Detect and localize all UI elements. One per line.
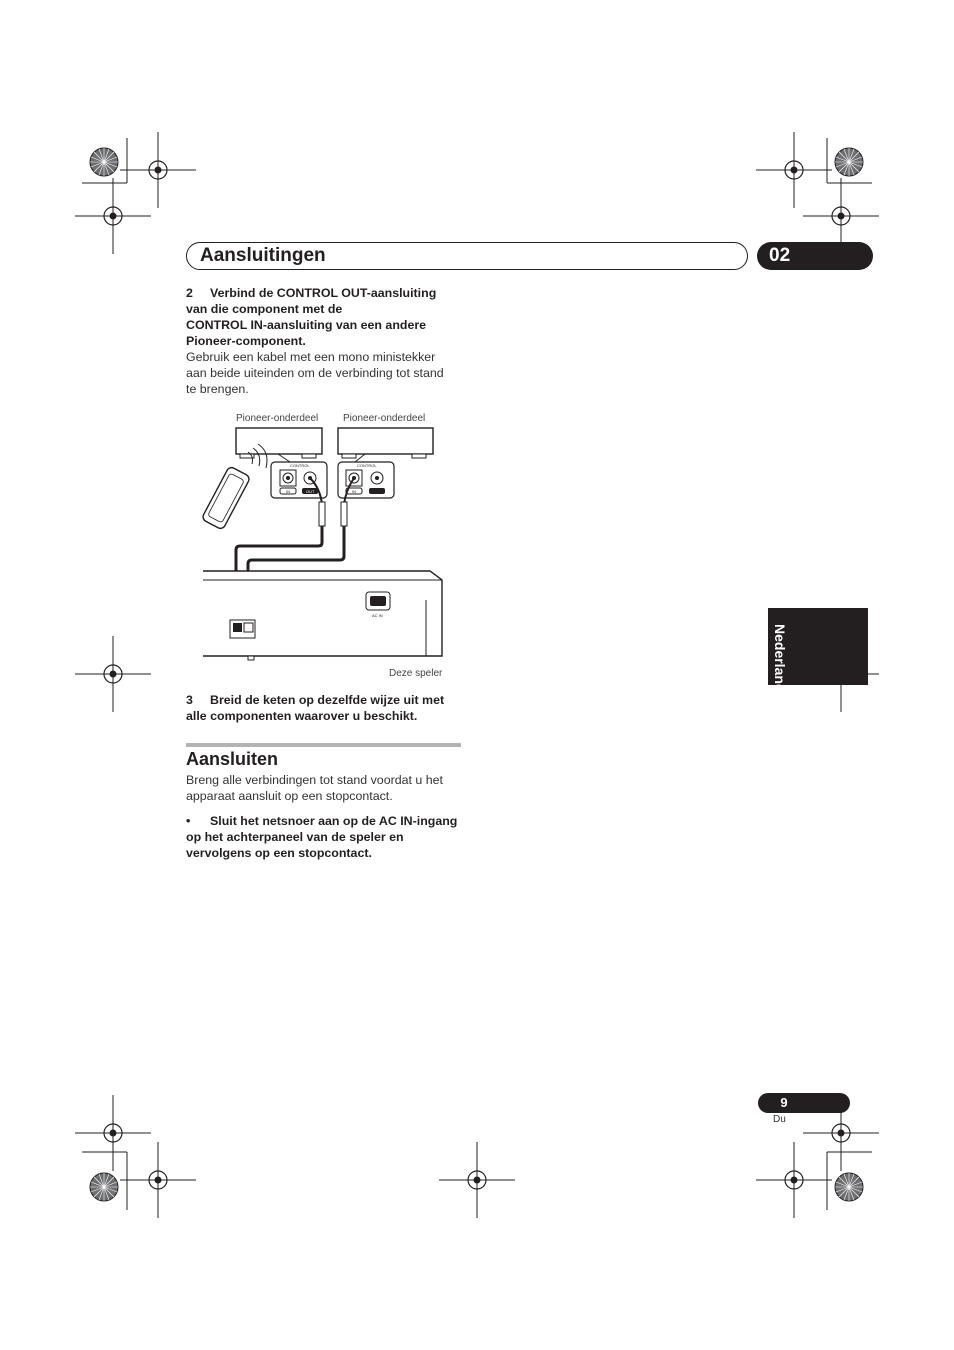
remote-control-icon (201, 466, 250, 530)
chapter-title: Aansluitingen (200, 245, 326, 266)
bullet-marker: • (186, 814, 191, 828)
left-pioneer-unit (236, 428, 322, 462)
ac-in-label: AC IN (372, 613, 383, 618)
language-tab-label: Nederlands (772, 624, 788, 701)
section-rule (186, 743, 461, 747)
bullet-instruction: • Sluit het netsnoer aan op de AC IN-ingang op het achterpaneel van de speler en vervolgens op een stopcontact. (186, 814, 458, 860)
starburst-mark (90, 148, 118, 176)
svg-text:CONTROL: CONTROL (290, 463, 310, 468)
step-2 (186, 285, 462, 397)
svg-text:OUT: OUT (373, 489, 382, 494)
step-number: 3 (186, 693, 193, 707)
svg-text:IN: IN (286, 489, 290, 494)
step-2-heading: 2 Verbind de CONTROL OUT-aansluiting van die component met de CONTROL IN-aansluiting van een andere Pioneer-component. (186, 286, 437, 348)
step-2-body: Gebruik een kabel met een mono ministekker aan beide uiteinden om de verbinding tot stand te brengen. (186, 350, 444, 396)
page-number: 9 (780, 1095, 788, 1110)
svg-text:OUT: OUT (306, 489, 315, 494)
section-body: Breng alle verbindingen tot stand voordat u het apparaat aansluit op een stopcontact. (186, 773, 443, 803)
connection-diagram (186, 405, 462, 685)
left-unit-label: Pioneer-onderdeel (236, 413, 319, 424)
right-pioneer-unit (338, 428, 433, 462)
svg-text:CONTROL: CONTROL (357, 463, 377, 468)
section-title: Aansluiten (186, 749, 279, 769)
svg-text:IN: IN (352, 489, 356, 494)
step-number: 2 (186, 286, 193, 300)
player-label: Deze speler (389, 668, 443, 679)
right-unit-label: Pioneer-onderdeel (343, 413, 426, 424)
step-3: 3 Breid de keten op dezelfde wijze uit met alle componenten waarover u beschikt. (186, 693, 445, 723)
chapter-number: 02 (769, 245, 791, 266)
page-language-code: Du (773, 1114, 786, 1125)
player-rear-panel (203, 571, 442, 660)
